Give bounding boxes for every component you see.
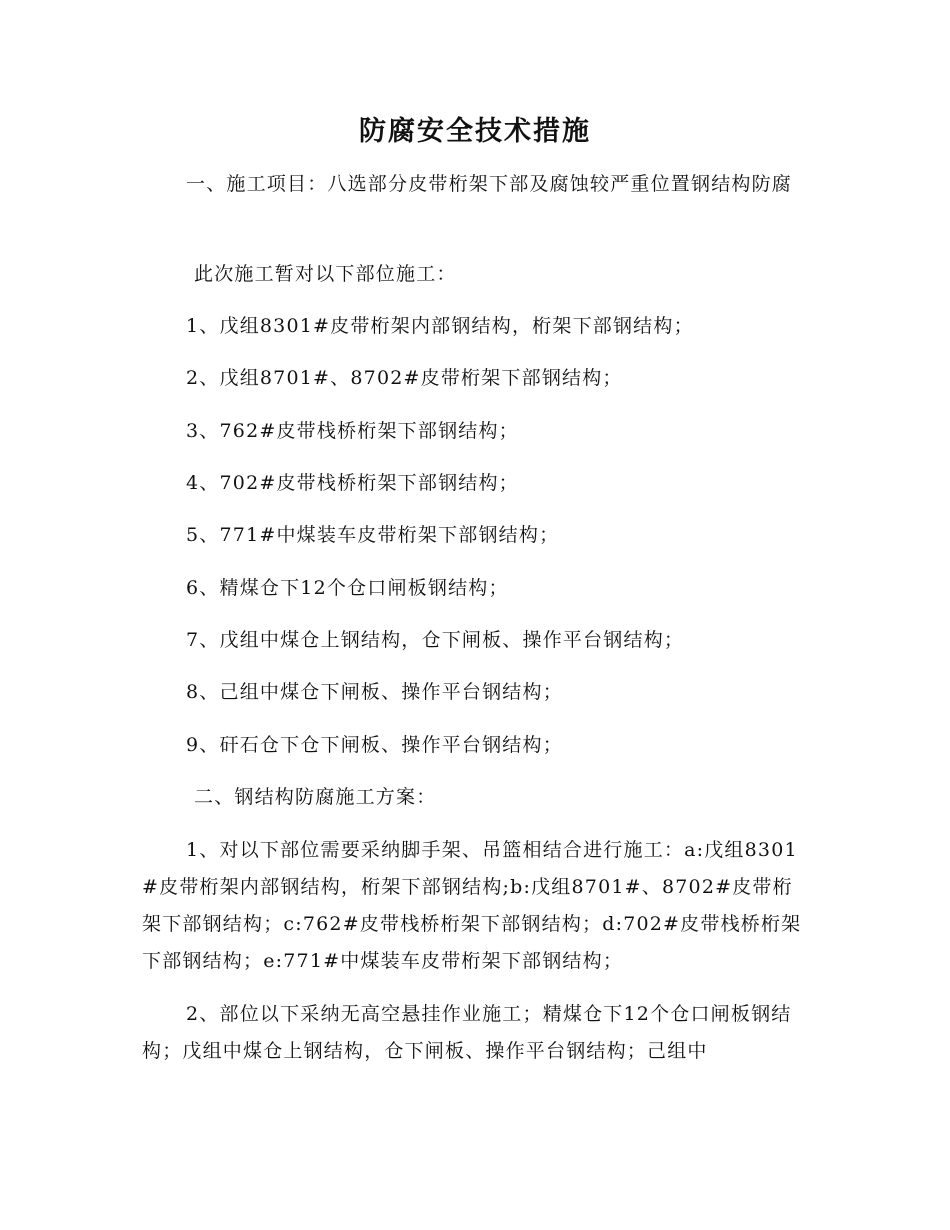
list-item: 9、矸石仓下仓下闸板、操作平台钢结构；: [186, 734, 563, 756]
section-heading-2: 二、钢结构防腐施工方案：: [194, 786, 437, 808]
plan-paragraph: 2、部位以下采纳无高空悬挂作业施工；精煤仓下12个仓口闸板钢结构；戊组中煤仓上钢结构，仓下闸板、操作平台钢结构；己组中: [142, 1003, 792, 1062]
plan-paragraph: 1、对以下部位需要采纳脚手架、吊篮相结合进行施工：a:戊组8301#皮带桁架内部钢结构，桁架下部钢结构;b:戊组8701#、8702#皮带桁架下部钢结构；c:762#皮带栈桥桁架下部钢结构；d:702#皮带栈桥桁架下部钢结构；e:771#中煤装车皮带桁架下部钢结构；: [142, 839, 802, 972]
intro-text: 此次施工暂对以下部位施工：: [194, 263, 457, 285]
list-item: 1、戊组8301#皮带桁架内部钢结构，桁架下部钢结构；: [186, 315, 694, 337]
list-item: 4、702#皮带栈桥桁架下部钢结构；: [186, 472, 519, 494]
list-item: 2、戊组8701#、8702#皮带桁架下部钢结构；: [186, 367, 623, 389]
section-heading-1: 一、施工项目：八选部分皮带桁架下部及腐蚀较严重位置钢结构防腐: [186, 173, 793, 195]
list-item: 6、精煤仓下12个仓口闸板钢结构；: [186, 577, 509, 599]
document-title: 防腐安全技术措施: [359, 116, 591, 147]
list-item: 7、戊组中煤仓上钢结构，仓下闸板、操作平台钢结构；: [186, 629, 685, 651]
list-item: 5、771#中煤装车皮带桁架下部钢结构；: [186, 524, 560, 546]
list-item: 3、762#皮带栈桥桁架下部钢结构；: [186, 420, 519, 442]
list-item: 8、己组中煤仓下闸板、操作平台钢结构；: [186, 681, 563, 703]
